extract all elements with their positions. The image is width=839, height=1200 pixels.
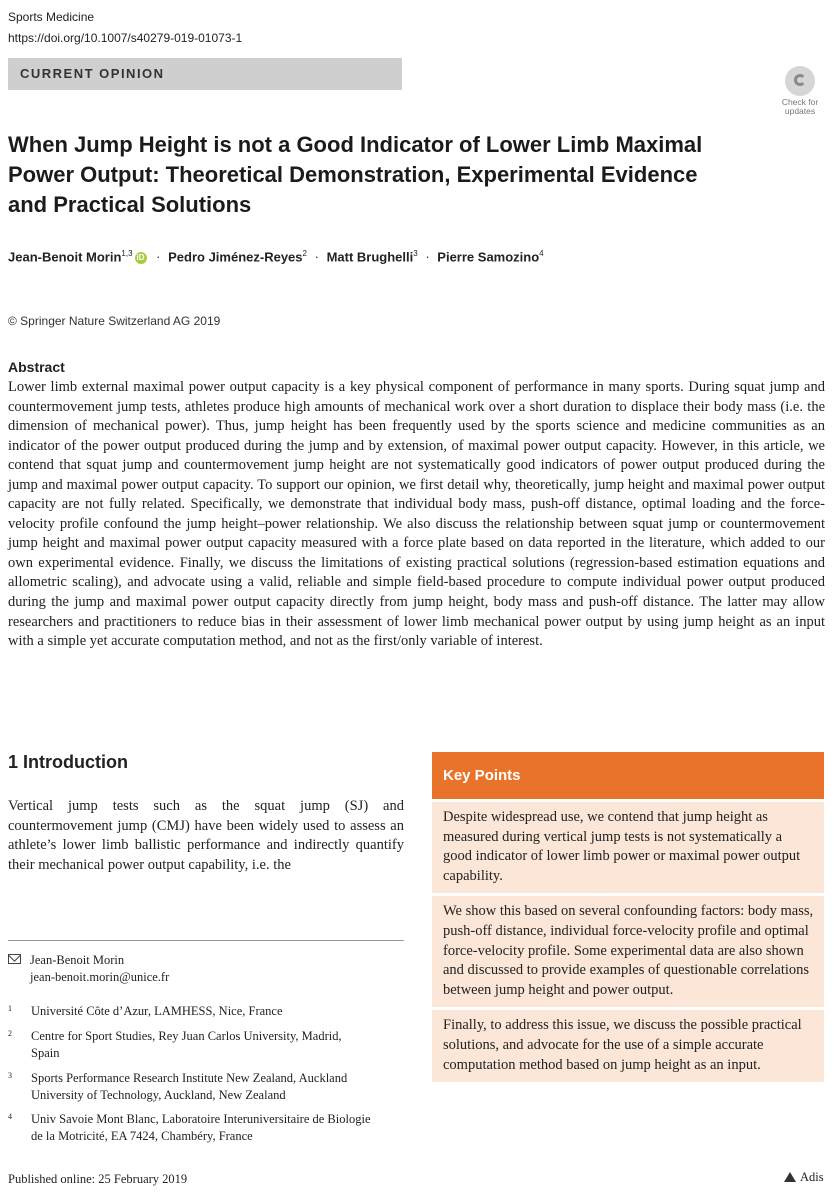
affiliation-text: Sports Performance Research Institute New Zealand, Auckland University of Technology, Auckland, New Zealand bbox=[31, 1071, 348, 1102]
affiliation-item bbox=[8, 1028, 404, 1061]
check-updates-icon bbox=[785, 66, 815, 96]
author-affiliation-marker: 2 bbox=[302, 249, 307, 258]
author-name[interactable]: Pierre Samozino bbox=[437, 249, 540, 265]
author-affiliation-marker: 4 bbox=[539, 249, 544, 258]
affiliation-item bbox=[8, 1111, 404, 1144]
corresponding-author-name: Jean-Benoit Morin bbox=[30, 953, 125, 967]
affiliation-text: Centre for Sport Studies, Rey Juan Carlos University, Madrid, Spain bbox=[31, 1029, 342, 1060]
key-point-item: Finally, to address this issue, we discuss the possible practical solutions, and advocate for the use of a simple accurate computation method based on jump height as an input. bbox=[432, 1010, 824, 1082]
author-affiliation-marker: 3 bbox=[413, 249, 418, 258]
corresponding-author-email[interactable]: jean-benoit.morin@unice.fr bbox=[30, 969, 170, 984]
article-type-label: CURRENT OPINION bbox=[20, 66, 165, 81]
affiliation-item bbox=[8, 1003, 404, 1020]
author-name[interactable]: Jean-Benoit Morin bbox=[8, 249, 122, 265]
author-list bbox=[8, 244, 544, 267]
abstract-heading: Abstract bbox=[8, 359, 65, 375]
doi-link[interactable]: https://doi.org/10.1007/s40279-019-01073-1 bbox=[8, 31, 243, 45]
affiliation-number: 1 bbox=[8, 1004, 12, 1013]
introduction-text: Vertical jump tests such as the squat jump (SJ) and countermovement jump (CMJ) have been widely used to assess an athlete’s lower limb ballistic performance and indirectly quantify their mechanical power output capability, i.e. the bbox=[8, 798, 404, 874]
journal-name: Sports Medicine bbox=[8, 10, 95, 24]
publisher-name: Adis bbox=[800, 1170, 824, 1184]
abstract-text: Lower limb external maximal power output capacity is a key physical component of performance in many sports. During squat jump and countermovement jump tests, athletes produce high amounts of mechanical work over a short duration to displace their body mass (i.e. the dimension of mechanical power). Thus, jump height has been frequently used by the sports science and medicine communities as an indicator of the power output produced during the jump and by extension, of maximal power output capacity. However, in this article, we contend that squat jump and countermovement jump height are not systematically good indicators of power output produced during the jump and maximal power output capacity. To support our opinion, we first detail why, theoretically, jump height and maximal power output capacity are not fully related. Specifically, we demonstrate that individual body mass, push-off distance, optimal loading and the force-velocity profile confound the jump height–power relationship. We also discuss the relationship between squat jump or countermovement jump height and maximal power output capacity measured with a force plate based on data reported in the literature, which added to our own experimental evidence. Finally, we discuss the limitations of existing practical solutions (regression-based estimation equations and allometric scaling), and advocate using a valid, reliable and simple field-based procedure to compute individual power output produced during the jump and maximal power output capacity directly from jump height, body mass and push-off distance. The latter may allow researchers and practitioners to reduce bias in their assessment of lower limb mechanical power output by using jump height as an input with a simple yet accurate computation method, and not as the first/only variable of interest. bbox=[8, 379, 825, 650]
article-title: When Jump Height is not a Good Indicator of Lower Limb Maximal Power Output: Theoretical Demonstration, Experimental Evidence and Practical Solutions bbox=[8, 132, 703, 217]
check-for-updates-button[interactable] bbox=[776, 66, 824, 118]
orcid-icon[interactable]: iD bbox=[136, 252, 145, 262]
author-separator: · bbox=[156, 249, 161, 265]
affiliation-text: Univ Savoie Mont Blanc, Laboratoire Interuniversitaire de Biologie de la Motricité, EA 7424, Chambéry, France bbox=[31, 1112, 371, 1143]
author-affiliation-marker: 1,3 bbox=[121, 249, 133, 258]
author-name[interactable]: Matt Brughelli bbox=[326, 249, 414, 265]
author-separator: · bbox=[425, 249, 430, 265]
affiliation-text: Université Côte d’Azur, LAMHESS, Nice, France bbox=[31, 1004, 283, 1018]
author-name[interactable]: Pedro Jiménez-Reyes bbox=[168, 249, 303, 265]
publisher-logo bbox=[784, 1170, 824, 1185]
check-updates-label: Check for updates bbox=[781, 97, 819, 116]
adis-logo-icon bbox=[784, 1172, 796, 1182]
footnote-divider bbox=[8, 940, 404, 941]
envelope-icon bbox=[8, 954, 21, 964]
key-point-item: Despite widespread use, we contend that jump height as measured during vertical jump tests is not systematically a good indicator of lower limb power or maximal power output capability. bbox=[432, 802, 824, 893]
article-type-bar bbox=[8, 58, 402, 90]
affiliation-item bbox=[8, 1070, 404, 1103]
author-separator: · bbox=[314, 249, 319, 265]
section-heading-introduction: 1 Introduction bbox=[8, 752, 128, 772]
key-points-box bbox=[432, 752, 824, 1082]
published-date: Published online: 25 February 2019 bbox=[8, 1172, 188, 1186]
correspondence-note bbox=[8, 952, 169, 985]
key-points-heading: Key Points bbox=[432, 752, 824, 799]
key-point-item: We show this based on several confounding factors: body mass, push-off distance, individual force-velocity profile and optimal force-velocity profile. Some experimental data are also shown and discussed to provide examples of questionable correlations between jump height and power output. bbox=[432, 896, 824, 1007]
affiliation-number: 2 bbox=[8, 1029, 12, 1038]
copyright-notice: © Springer Nature Switzerland AG 2019 bbox=[8, 314, 221, 328]
affiliation-number: 4 bbox=[8, 1112, 12, 1121]
affiliation-number: 3 bbox=[8, 1071, 12, 1080]
